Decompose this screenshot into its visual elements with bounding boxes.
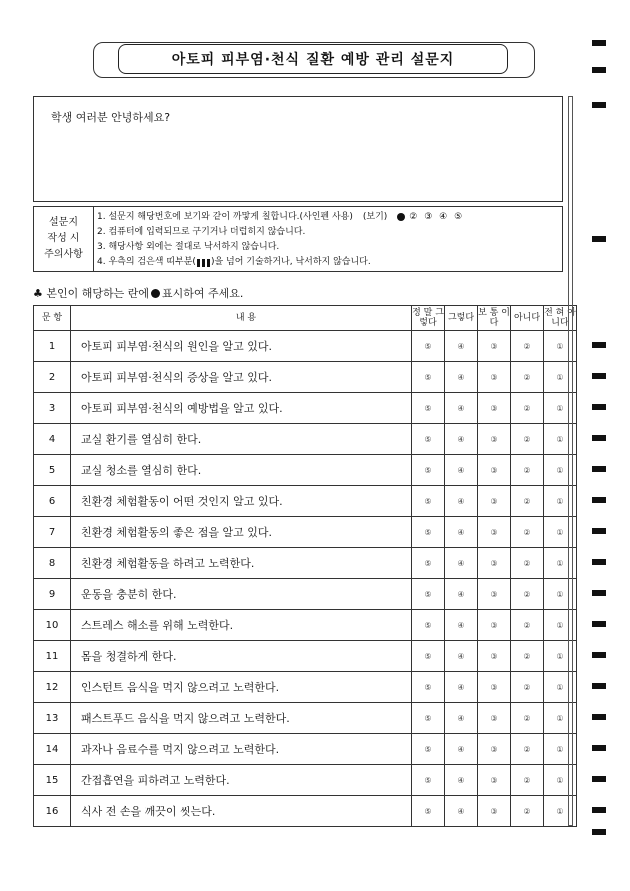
answer-option[interactable]: ②: [511, 424, 544, 455]
question-number: 4: [34, 424, 71, 455]
answer-option[interactable]: ②: [511, 486, 544, 517]
question-number: 8: [34, 548, 71, 579]
filled-dot-icon: [397, 213, 405, 221]
question-text: 아토피 피부염·천식의 증상을 알고 있다.: [71, 362, 412, 393]
answer-option[interactable]: ④: [445, 672, 478, 703]
timing-mark: [592, 590, 606, 596]
answer-option[interactable]: ③: [478, 548, 511, 579]
notes-list: [97, 210, 464, 270]
instruction: ♣ 본인이 해당하는 란에 표시하여 주세요.: [33, 287, 244, 300]
answer-option[interactable]: ⑤: [412, 703, 445, 734]
question-number: 5: [34, 455, 71, 486]
timing-mark: [592, 404, 606, 410]
filled-dot-icon: [151, 289, 160, 298]
table-row: [34, 362, 577, 393]
question-number: 10: [34, 610, 71, 641]
question-text: 친환경 체험활동을 하려고 노력한다.: [71, 548, 412, 579]
answer-option[interactable]: ③: [478, 517, 511, 548]
table-row: [34, 734, 577, 765]
question-number: 2: [34, 362, 71, 393]
header-content: 내 용: [71, 306, 412, 331]
answer-option[interactable]: ③: [478, 393, 511, 424]
timing-mark: [592, 559, 606, 565]
timing-mark: [592, 829, 606, 835]
answer-option[interactable]: ②: [511, 548, 544, 579]
timing-mark: [592, 776, 606, 782]
answer-option[interactable]: ②: [511, 734, 544, 765]
answer-option[interactable]: ④: [445, 765, 478, 796]
question-text: 친환경 체험활동의 좋은 점을 알고 있다.: [71, 517, 412, 548]
question-number: 3: [34, 393, 71, 424]
answer-option[interactable]: ①: [544, 331, 577, 362]
question-text: 인스턴트 음식을 먹지 않으려고 노력한다.: [71, 672, 412, 703]
timing-mark: [592, 102, 606, 108]
answer-option[interactable]: ①: [544, 579, 577, 610]
question-text: 스트레스 해소를 위해 노력한다.: [71, 610, 412, 641]
question-number: 12: [34, 672, 71, 703]
question-number: 6: [34, 486, 71, 517]
answer-option[interactable]: ④: [445, 393, 478, 424]
question-number: 16: [34, 796, 71, 827]
answer-option[interactable]: ①: [544, 393, 577, 424]
answer-option[interactable]: ①: [544, 362, 577, 393]
scanner-rail: [568, 96, 573, 826]
timing-mark: [592, 497, 606, 503]
table-row: [34, 641, 577, 672]
answer-option[interactable]: ②: [511, 362, 544, 393]
answer-option[interactable]: ⑤: [412, 517, 445, 548]
answer-option[interactable]: ③: [478, 703, 511, 734]
answer-option[interactable]: ③: [478, 455, 511, 486]
answer-option[interactable]: ①: [544, 424, 577, 455]
answer-option[interactable]: ③: [478, 424, 511, 455]
answer-option[interactable]: ⑤: [412, 765, 445, 796]
answer-option[interactable]: ⑤: [412, 362, 445, 393]
answer-option[interactable]: ④: [445, 703, 478, 734]
black-band-icon: [197, 259, 200, 267]
question-text: 몸을 청결하게 한다.: [71, 641, 412, 672]
note-item: 2. 컴퓨터에 입력되므로 구기거나 더럽히지 않습니다.: [97, 227, 306, 237]
answer-option[interactable]: ④: [445, 362, 478, 393]
answer-option[interactable]: ②: [511, 765, 544, 796]
question-text: 운동을 충분히 한다.: [71, 579, 412, 610]
note-item: 1. 설문지 해당번호에 보기와 같이 까맣게 칠합니다.(사인펜 사용) (보기) ② ③ ④ ⑤: [97, 210, 464, 225]
note-item: 4. 우측의 검은색 띠부분( )을 넘어 기술하거나, 낙서하지 않습니다.: [97, 257, 371, 267]
timing-mark: [592, 373, 606, 379]
answer-option[interactable]: ⑤: [412, 455, 445, 486]
answer-option[interactable]: ②: [511, 331, 544, 362]
table-row: [34, 548, 577, 579]
table-row: [34, 393, 577, 424]
table-row: [34, 703, 577, 734]
timing-mark: [592, 652, 606, 658]
question-number: 7: [34, 517, 71, 548]
answer-option[interactable]: ①: [544, 517, 577, 548]
question-text: 교실 청소를 열심히 한다.: [71, 455, 412, 486]
answer-option[interactable]: ⑤: [412, 672, 445, 703]
question-text: 아토피 피부염·천식의 예방법을 알고 있다.: [71, 393, 412, 424]
answer-option[interactable]: ③: [478, 672, 511, 703]
answer-option[interactable]: ④: [445, 455, 478, 486]
answer-option[interactable]: ⑤: [412, 796, 445, 827]
answer-option[interactable]: ⑤: [412, 641, 445, 672]
notes-label-line: 설문지: [49, 217, 78, 228]
timing-mark: [592, 621, 606, 627]
question-text: 과자나 음료수를 먹지 않으려고 노력한다.: [71, 734, 412, 765]
answer-option[interactable]: ①: [544, 548, 577, 579]
answer-option[interactable]: ⑤: [412, 610, 445, 641]
answer-option[interactable]: ④: [445, 579, 478, 610]
question-number: 9: [34, 579, 71, 610]
survey-table: [33, 305, 577, 827]
page-title: 아토피 피부염·천식 질환 예방 관리 설문지: [118, 44, 508, 74]
table-row: [34, 331, 577, 362]
table-row: [34, 424, 577, 455]
timing-mark: [592, 745, 606, 751]
answer-option[interactable]: ⑤: [412, 548, 445, 579]
notes-box: [33, 206, 563, 272]
timing-mark: [592, 40, 606, 46]
timing-mark: [592, 435, 606, 441]
black-band-icon: [202, 259, 205, 267]
answer-option[interactable]: ③: [478, 331, 511, 362]
example-label: (보기): [362, 212, 388, 222]
timing-mark: [592, 683, 606, 689]
table-row: [34, 796, 577, 827]
answer-option[interactable]: ①: [544, 455, 577, 486]
answer-option[interactable]: ③: [478, 610, 511, 641]
header-option: 전 혀 아니다: [544, 306, 577, 331]
header-option: 보 통 이 다: [478, 306, 511, 331]
answer-option[interactable]: ②: [511, 393, 544, 424]
answer-option[interactable]: ①: [544, 672, 577, 703]
question-text: 교실 환기를 열심히 한다.: [71, 424, 412, 455]
question-text: 친환경 체험활동이 어떤 것인지 알고 있다.: [71, 486, 412, 517]
answer-option[interactable]: ③: [478, 641, 511, 672]
timing-mark: [592, 466, 606, 472]
answer-option[interactable]: ①: [544, 610, 577, 641]
header-option: 아니다: [511, 306, 544, 331]
answer-option[interactable]: ③: [478, 486, 511, 517]
answer-option[interactable]: ③: [478, 796, 511, 827]
answer-option[interactable]: ④: [445, 424, 478, 455]
answer-option[interactable]: ③: [478, 765, 511, 796]
answer-option[interactable]: ④: [445, 331, 478, 362]
example-marks: ② ③ ④ ⑤: [397, 210, 464, 225]
answer-option[interactable]: ②: [511, 455, 544, 486]
table-header-row: [34, 306, 577, 331]
answer-option[interactable]: ②: [511, 672, 544, 703]
answer-option[interactable]: ①: [544, 486, 577, 517]
timing-mark: [592, 342, 606, 348]
table-row: [34, 765, 577, 796]
question-number: 14: [34, 734, 71, 765]
table-row: [34, 672, 577, 703]
answer-option[interactable]: ②: [511, 641, 544, 672]
answer-option[interactable]: ②: [511, 579, 544, 610]
answer-option[interactable]: ②: [511, 703, 544, 734]
header-option: 그렇다: [445, 306, 478, 331]
answer-option[interactable]: ⑤: [412, 579, 445, 610]
timing-mark: [592, 807, 606, 813]
answer-option[interactable]: ③: [478, 734, 511, 765]
answer-option[interactable]: ③: [478, 362, 511, 393]
answer-option[interactable]: ②: [511, 796, 544, 827]
table-row: [34, 455, 577, 486]
answer-option[interactable]: ⑤: [412, 393, 445, 424]
answer-option[interactable]: ①: [544, 734, 577, 765]
answer-option[interactable]: ⑤: [412, 424, 445, 455]
answer-option[interactable]: ①: [544, 703, 577, 734]
answer-option[interactable]: ①: [544, 796, 577, 827]
answer-option[interactable]: ④: [445, 610, 478, 641]
note-item: 3. 해당사항 외에는 절대로 낙서하지 않습니다.: [97, 242, 280, 252]
answer-option[interactable]: ④: [445, 734, 478, 765]
answer-option[interactable]: ④: [445, 548, 478, 579]
greeting-text: 학생 여러분 안녕하세요?: [51, 111, 171, 124]
notes-label: [34, 207, 94, 271]
timing-mark: [592, 714, 606, 720]
answer-option[interactable]: ④: [445, 796, 478, 827]
black-band-icon: [207, 259, 210, 267]
table-row: [34, 486, 577, 517]
answer-option[interactable]: ③: [478, 579, 511, 610]
greeting-box: [33, 96, 563, 202]
timing-mark: [592, 528, 606, 534]
answer-option[interactable]: ②: [511, 610, 544, 641]
question-number: 13: [34, 703, 71, 734]
table-row: [34, 579, 577, 610]
answer-option[interactable]: ⑤: [412, 734, 445, 765]
question-text: 아토피 피부염·천식의 원인을 알고 있다.: [71, 331, 412, 362]
answer-option[interactable]: ⑤: [412, 331, 445, 362]
timing-mark: [592, 236, 606, 242]
question-text: 식사 전 손을 깨끗이 씻는다.: [71, 796, 412, 827]
question-text: 패스트푸드 음식을 먹지 않으려고 노력한다.: [71, 703, 412, 734]
answer-option[interactable]: ①: [544, 765, 577, 796]
question-number: 11: [34, 641, 71, 672]
question-text: 간접흡연을 피하려고 노력한다.: [71, 765, 412, 796]
answer-option[interactable]: ⑤: [412, 486, 445, 517]
header-no: 문 항: [34, 306, 71, 331]
table-row: [34, 517, 577, 548]
answer-option[interactable]: ①: [544, 641, 577, 672]
answer-option[interactable]: ④: [445, 517, 478, 548]
answer-option[interactable]: ④: [445, 486, 478, 517]
header-option: 정 말 그렇다: [412, 306, 445, 331]
table-row: [34, 610, 577, 641]
question-number: 1: [34, 331, 71, 362]
answer-option[interactable]: ②: [511, 517, 544, 548]
answer-option[interactable]: ④: [445, 641, 478, 672]
timing-mark: [592, 67, 606, 73]
notes-label-line: 작성 시: [47, 233, 80, 244]
question-number: 15: [34, 765, 71, 796]
notes-label-line: 주의사항: [44, 249, 83, 260]
